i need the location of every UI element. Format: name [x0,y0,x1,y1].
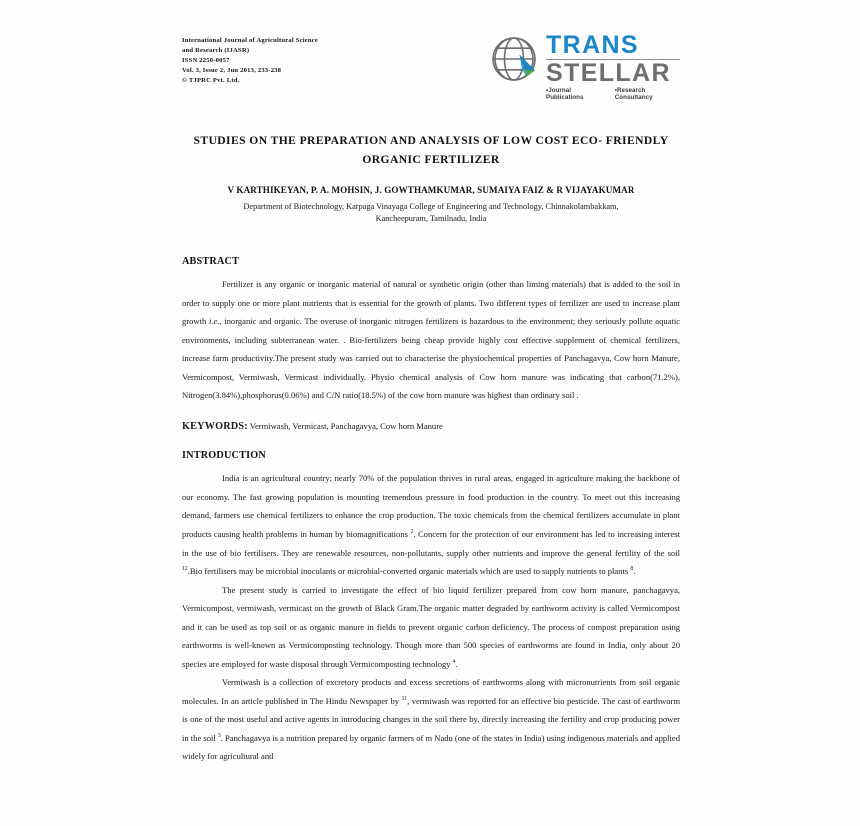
keywords-value: Vermiwash, Vermicast, Panchagavya, Cow horn Manure [249,421,443,431]
intro-p3-text-c: . Panchagavya is a nutrition prepared by organic farmers of m Nadu (one of the states in India) using indigenous materials and applied widely for agricultural and [182,732,680,762]
intro-p3-text-b: , vermiwash was reported for an effective bio pesticide. The cast of earthworm is one of the most useful and active agents in introducing changes in the soil there by, directly increasing the fertility and crop producing power in the soil [182,695,680,743]
abstract-text-part2: ., inorganic and organic. The overuse of inorganic nitrogen fertilizers is hazardous to the environment; they seriously pollute aquatic environments, including subterranean water. . Bio-fertilizers being cheap provide highly cost effective supplement of chemical fertilizers, increase farm productivity.The present study was carried out to characterise the physiochemical properties of Panchagavya, Cow horn Manure, Vermicompost, Vermiwash, Vermicast individually. Physio chemical analysis of Cow horn manure was indicating that carbon(71.2%), Nitrogen(3.84%),phosphorus(0.06%) and C/N ratio(18.5%) of the cow horn manure was highest than ordinary soil . [182,316,680,401]
journal-info-block [182,36,318,86]
journal-copyright: © TJPRC Pvt. Ltd. [182,77,240,85]
paper-title-line1: STUDIES ON THE PREPARATION AND ANALYSIS OF LOW COST ECO- FRIENDLY [193,134,669,147]
intro-paragraph-1 [182,469,680,580]
intro-paragraph-3 [182,673,680,766]
paper-title-line2: ORGANIC FERTILIZER [362,152,500,166]
abstract-paragraph [182,275,680,405]
abstract-italic-ie: i.e [208,316,218,327]
logo-tagline [546,87,680,101]
abstract-heading: ABSTRACT [182,256,240,268]
logo-wordmark [546,32,680,101]
introduction-heading: INTRODUCTION [182,450,266,462]
citation-ref-3: 3 [217,733,221,739]
logo-word-trans: TRANS [546,31,639,59]
logo-tagline-publications: •Journal Publications [546,87,584,101]
keywords-line [182,417,680,437]
citation-ref-12: 12 [182,566,188,573]
citation-ref-2: 2 [410,529,414,536]
intro-p2-text-b: . [455,658,458,669]
citation-ref-4: 4 [452,658,456,665]
logo-tagline-consultancy: •Research Consultancy [614,87,653,101]
abstract-text-part1: Fertilizer is any organic or inorganic material of natural or synthetic origin (other than liming materials) that is added to the soil in order to supply one or more plant nutrients that is essential for the growth of plants. Two different types of fertilizer are used to increase plant growth [182,279,680,327]
paper-title [182,132,680,170]
intro-p1-text-b: . Concern for the protection of our environment has led to increasing interest in the use of bio fertilisers. They are renewable resources, non-pollutants, supply other nutrients and improve the general fertility of the soil [182,529,681,558]
affiliation-line1: Department of Biotechnology, Karpaga Vinayaga College of Engineering and Technology, Chinnakolambakkam, [243,201,619,211]
masthead [182,31,680,108]
transstellar-logo [490,31,680,101]
intro-p1-text-d: . [633,566,636,577]
globe-icon [490,34,542,86]
logo-word-stellar: STELLAR [546,59,671,87]
journal-volume-issue: Vol. 3, Issue 2, Jun 2013, 233-238 [182,67,282,75]
affiliation [182,201,680,227]
intro-paragraph-2 [182,581,680,674]
journal-title-line2: and Research (IJASR) [182,47,250,55]
intro-p1-text-c: .Bio fertilisers may be microbial inoculants or microbial-converted organic materials which are used to supply nutrients to plants [187,566,631,577]
citation-ref-11: 11 [401,695,408,702]
affiliation-line2: Kancheepuram, Tamilnadu, India [375,214,487,224]
journal-issn: ISSN 2250-0057 [182,57,230,65]
author-list: V KARTHIKEYAN, P. A. MOHSIN, J. GOWTHAMKUMAR, SUMAIYA FAIZ & R VIJAYAKUMAR [227,184,635,195]
page-content-column [182,0,680,766]
intro-p2-text-a: The present study is carried to investigate the effect of bio liquid fertilizer prepared from cow horn manure, panchagavya, Vermicompost, vermiwash, vermicast on the growth of Black Gram.The organic matter degraded by earthworm activity is called Vermicompost and it can be used as top soil or as organic manure in fields to prevent organic carbon deficiency. The process of compost preparation using earthworms is well-known as Vermicomposting technology. Though more than 500 species of earthworms are found in India, only about 20 species are employed for waste disposal through Vermicomposting technology [182,584,680,669]
citation-ref-8: 8 [630,566,634,573]
intro-p1-text-a: India is an agricultural country; nearly 70% of the population thrives in rural areas, engaged in agriculture making the backbone of our economy. The fast growing population is mounting tremendous pressure in food production in the country. To meet out this increasing demand, farmers use chemical fertilizers to enhance the crop production. The toxic chemicals from the chemical fertilizers accumulate in plant products causing health problems in human by biomagnifications [182,473,680,539]
keywords-label: KEYWORDS: [182,421,248,432]
journal-title-line1: International Journal of Agricultural Science [182,37,319,44]
intro-p3-text-a: Vermiwash is a collection of excretory products and excess secretions of earthworms along with micronutrients from soil organic molecules. In an article published in The Hindu Newspaper by [182,677,680,706]
